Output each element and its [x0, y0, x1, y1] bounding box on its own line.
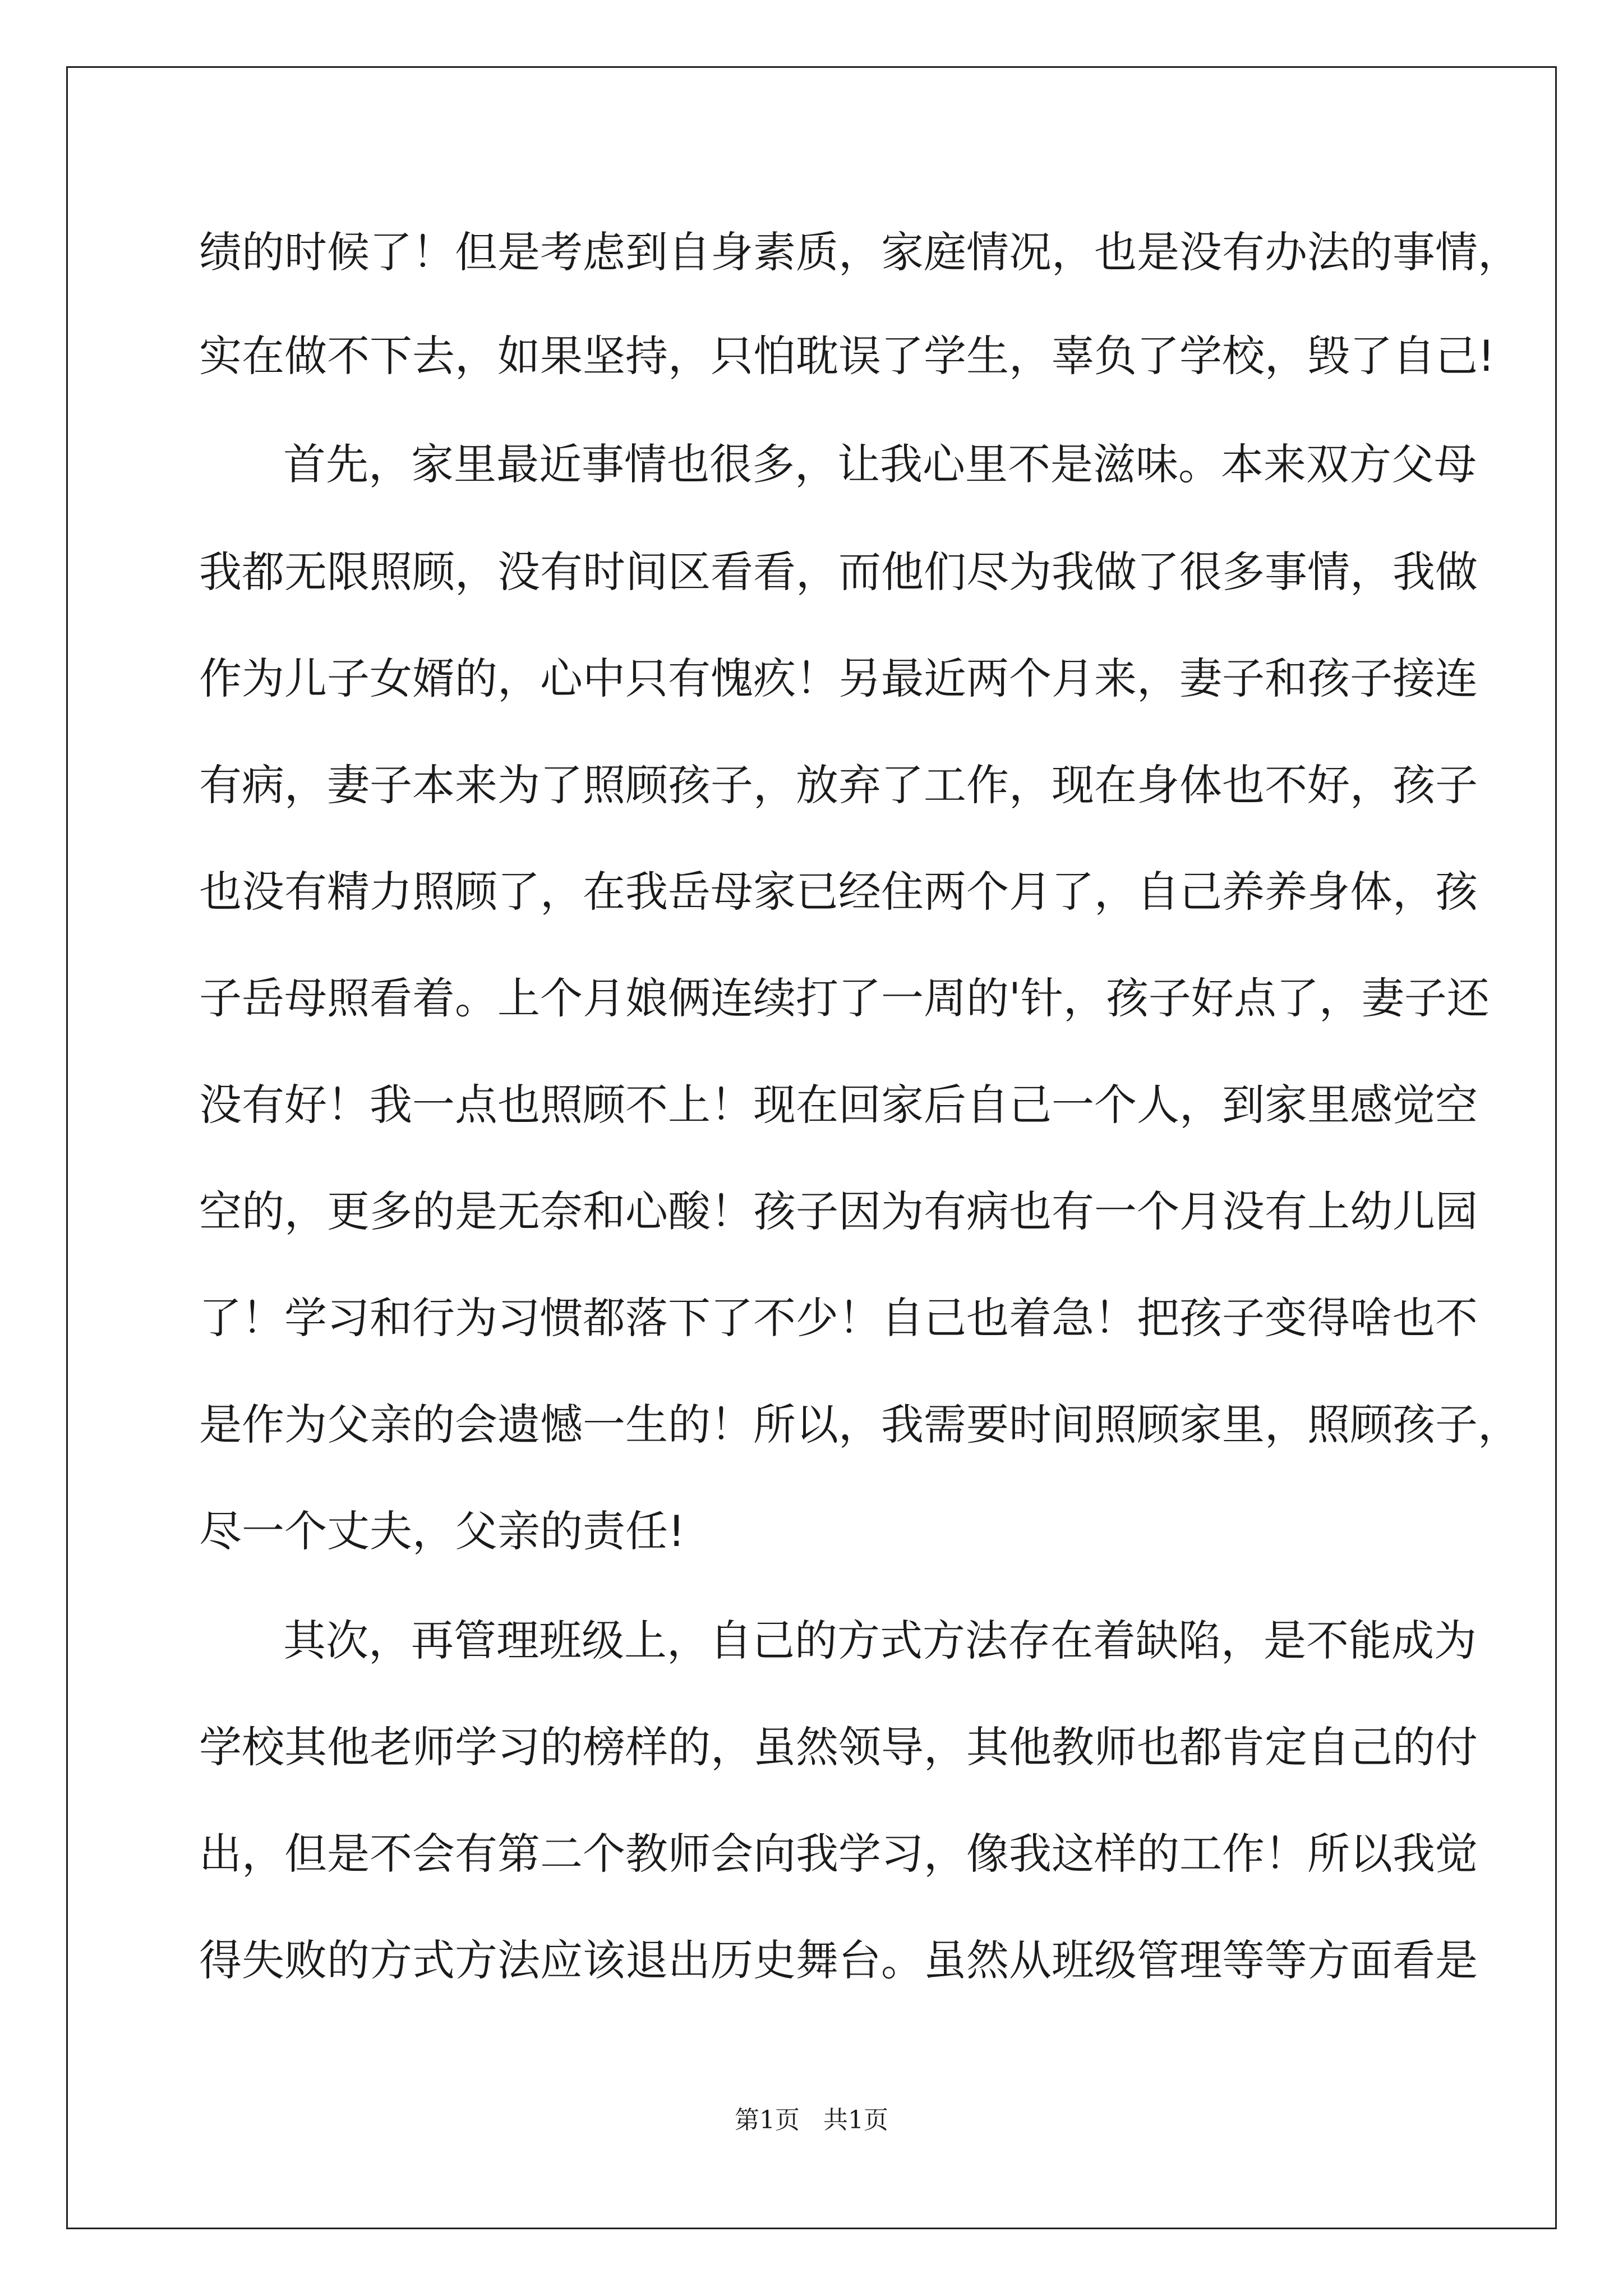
text-line: 得失败的方式方法应该退出历史舞台。虽然从班级管理等等方面看是: [199, 1935, 1478, 1985]
text-line: 尽一个丈夫，父亲的责任!: [199, 1506, 685, 1556]
text-line: 出，但是不会有第二个教师会向我学习，像我这样的工作！所以我觉: [199, 1829, 1478, 1879]
text-line: 也没有精力照顾了，在我岳母家已经住两个月了，自己养养身体，孩: [199, 867, 1478, 917]
text-line: 我都无限照顾，没有时间区看看，而他们尽为我做了很多事情，我做: [199, 547, 1478, 597]
page-border: [66, 66, 1557, 2229]
text-line: 没有好！我一点也照顾不上！现在回家后自己一个人，到家里感觉空: [199, 1080, 1478, 1130]
paragraph-start-line: 其次，再管理班级上，自己的方式方法存在着缺陷，是不能成为: [283, 1616, 1477, 1665]
text-line: 作为儿子女婿的，心中只有愧疚！另最近两个月来，妻子和孩子接连: [199, 654, 1478, 703]
text-line: 是作为父亲的会遗憾一生的！所以，我需要时间照顾家里，照顾孩子，: [199, 1400, 1520, 1450]
paragraph-start-line: 首先，家里最近事情也很多，让我心里不是滋味。本来双方父母: [283, 439, 1477, 489]
text-line: 有病，妻子本来为了照顾孩子，放弃了工作，现在身体也不好，孩子: [199, 760, 1478, 810]
text-line: 了！学习和行为习惯都落下了不少！自己也着急！把孩子变得啥也不: [199, 1293, 1478, 1343]
text-line: 实在做不下去，如果坚持，只怕耽误了学生，辜负了学校，毁了自己!: [199, 331, 1495, 381]
text-line: 绩的时候了！但是考虑到自身素质，家庭情况，也是没有办法的事情，: [199, 227, 1520, 277]
text-line: 空的，更多的是无奈和心酸！孩子因为有病也有一个月没有上幼儿园: [199, 1186, 1478, 1236]
text-line: 子岳母照看着。上个月娘俩连续打了一周的'针，孩子好点了，妻子还: [199, 973, 1490, 1023]
text-line: 学校其他老师学习的榜样的，虽然领导，其他教师也都肯定自己的付: [199, 1722, 1478, 1772]
page-number-footer: 第1页 共1页: [735, 2106, 888, 2134]
